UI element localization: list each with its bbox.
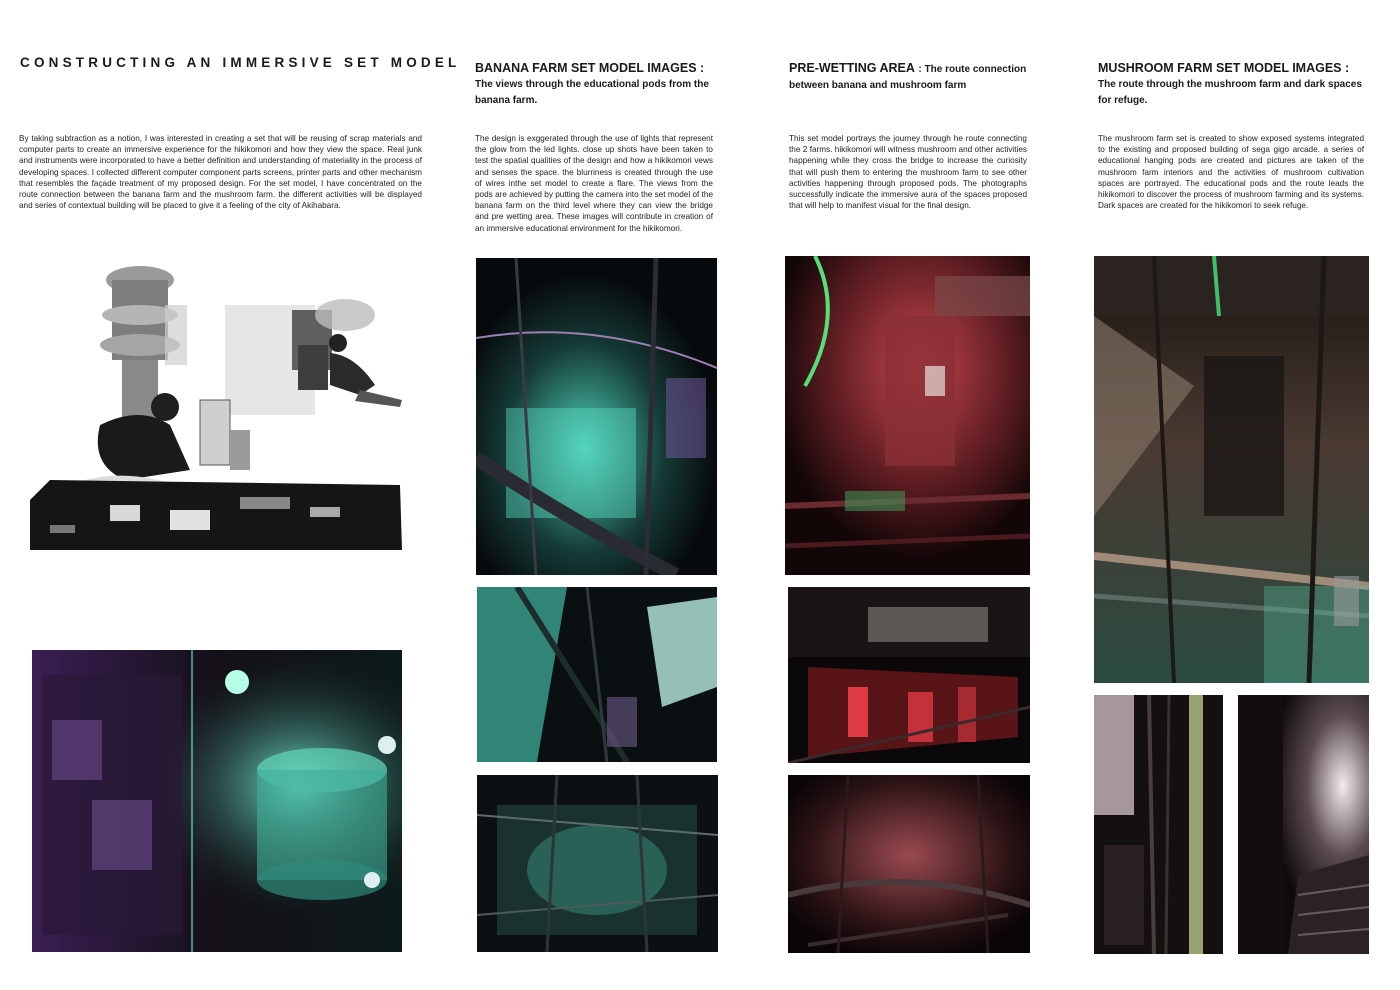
prewetting-photo-3	[788, 775, 1030, 953]
banana-farm-photo-2	[477, 587, 717, 762]
banana-farm-subtitle: The views through the educational pods from the banana farm.	[475, 79, 709, 106]
mushroom-farm-body-text: The mushroom farm set is created to show exposed systems integrated to the existing and proposed building of sega gigo arcade. a series of educational hanging pods are created and pictures are taken of the mushroom farm interiors and the activities of mushroom cultivation spaces are portrayed. The educational pods and the route leads the hikikomori to discover the process of mushroom farming and its systems. Dark spaces are created for the hikikomori to seek refuge.	[1098, 134, 1364, 211]
prewetting-body-text: This set model portrays the journey through he route connecting the 2 farms. hikikomori will witness mushroom and other activities happening while they cross the bridge to increase the curiosity that will push them to entering the mushroom farm to see other activities happening through proposed pods. The photographs successfully indicate the immersive aura of the spaces proposed that will help to manifest visual for the final design.	[789, 134, 1027, 211]
workshop-collage-photo	[30, 235, 405, 550]
mushroom-farm-subtitle: The route through the mushroom farm and dark spaces for refuge.	[1098, 79, 1362, 106]
set-model-overview-photo	[32, 650, 402, 952]
prewetting-photo-1	[785, 256, 1030, 575]
mushroom-farm-photo-1	[1094, 256, 1369, 683]
prewetting-title: PRE-WETTING AREA	[789, 61, 915, 75]
prewetting-subtitle: The route connection between banana and mushroom farm	[789, 64, 1027, 91]
banana-farm-heading: BANANA FARM SET MODEL IMAGES : The views through the educational pods from the banana farm.	[475, 61, 709, 106]
banana-farm-photo-3	[477, 775, 718, 952]
prewetting-heading: PRE-WETTING AREA : The route connection between banana and mushroom farm	[789, 61, 1027, 91]
mushroom-farm-photo-3	[1238, 695, 1369, 954]
banana-farm-title: BANANA FARM SET MODEL IMAGES	[475, 61, 697, 75]
intro-body-text: By taking subtraction as a notion, I was interested in creating a set that will be reusing of scrap materials and computer parts to create an immersive experience for the hikikomori and how they view the space. Real junk and instruments were incorporated to have a better definition and understanding of materiality in the process of developing spaces. I collected different computer component parts screens, printer parts and other mechanism that resembles the façade treatment of my proposed design. For the set model, I have concentrated on the route connection between the banana farm and the mushroom farm. the different activities will be displayed and series of contextual building will be placed to give it a feeling of the city of Akihabara.	[19, 134, 422, 211]
mushroom-farm-heading: MUSHROOM FARM SET MODEL IMAGES : The route through the mushroom farm and dark spaces for refuge.	[1098, 61, 1362, 106]
main-title: CONSTRUCTING AN IMMERSIVE SET MODEL	[20, 55, 461, 70]
prewetting-photo-2	[788, 587, 1030, 763]
banana-farm-photo-1	[476, 258, 717, 575]
mushroom-farm-title: MUSHROOM FARM SET MODEL IMAGES	[1098, 61, 1342, 75]
mushroom-farm-photo-2	[1094, 695, 1223, 954]
banana-farm-body-text: The design is exggerated through the use of lights that represent the glow from the led lights. close up shots have been taken to test the spatial qualities of the design and how a hikikomori vews and senses the space. the blurriness is created through the use of wires inthe set model to create a flare. The views from the pods are achieved by putting the camera into the set model of the banana farm on the third level where they can view the bridge and pre wetting area. These images will contribute in creation of an immersive educational environment for the hikikomori.	[475, 134, 713, 233]
